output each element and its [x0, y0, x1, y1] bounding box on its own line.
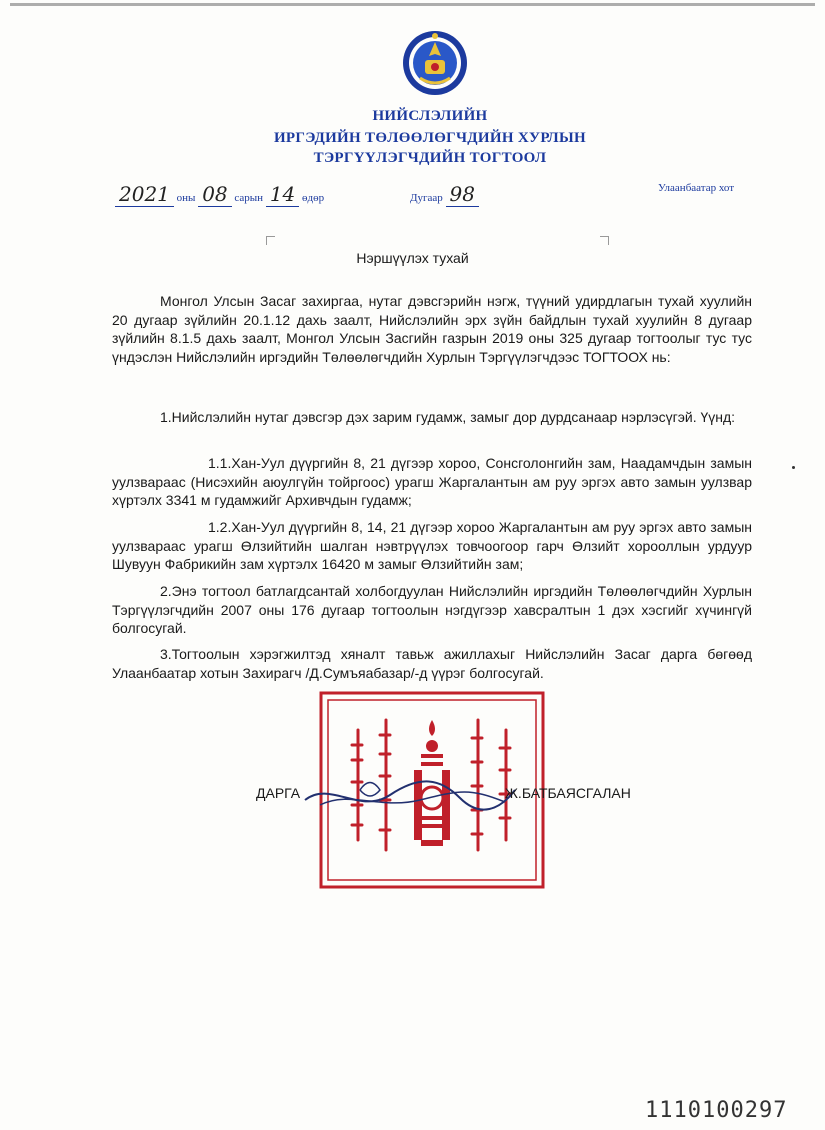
heading-line-2: ИРГЭДИЙН ТӨЛӨӨЛӨГЧДИЙН ХУРЛЫН	[273, 130, 587, 146]
subject-corner-right	[600, 236, 609, 245]
date-year-suffix: оны	[176, 192, 196, 204]
number-label: Дугаар	[410, 192, 443, 204]
item-1-1: 1.1.Хан-Уул дүүргийн 8, 21 дүгээр хороо, Сонсголонгийн зам, Наадамчдын замын уулзвараас (Нисэхийн аюулгүйн тойргоос) урагш Жаргалантын ам руу эргэх авто замын уулзвар хүртэлх 3341 м гудамжийг Архивчдын гудамж;	[112, 455, 752, 508]
item-1: 1.Нийслэлийн нутаг дэвсгэр дэх зарим гудамж, замыг дор дурдсанаар нэрлэсүгэй. Үүнд:	[160, 409, 736, 425]
heading-line-1: НИЙСЛЭЛИЙН	[372, 108, 488, 124]
date-day-suffix: өдөр	[302, 192, 325, 204]
signature-title: ДАРГА	[256, 785, 301, 801]
handwritten-signature	[300, 770, 520, 820]
date-year: 2021	[115, 182, 174, 207]
item-1-2: 1.2.Хан-Уул дүүргийн 8, 14, 21 дүгээр хороо Жаргалантын ам руу эргэх авто замын уулзвараас урагш Өлзийтийн шалган нэвтрүүлэх товчоогоор гарч Өлзийт хорооллын урдуур Шувуун Фабрикийн зам хүртэлх 16420 м замыг Өлзийтийн зам;	[112, 519, 752, 572]
heading-line-3: ТЭРГҮҮЛЭГЧДИЙН ТОГТООЛ	[313, 150, 547, 166]
state-emblem-icon	[400, 28, 470, 98]
date-line	[115, 182, 324, 206]
preamble-paragraph: Монгол Улсын Засаг захиргаа, нутаг дэвсгэрийн нэгж, түүний удирдлагын тухай хуулийн 20 дугаар зүйлийн 20.1.12 дахь заалт, Нийслэлийн эрх зүйн байдлын тухай хуулийн 8 дугаар зүйлийн 8.1.5 дахь заалт, Монгол Улсын Засгийн газрын 2019 оны 325 дугаар тогтоолыг тус тус үндэслэн Нийслэлийн иргэдийн Төлөөлөгчдийн Хурлын Тэргүүлэгчдээс ТОГТООХ нь:	[112, 293, 752, 365]
scan-top-edge	[10, 3, 815, 6]
item-2: 2.Энэ тогтоол батлагдсантай холбогдуулан Нийслэлийн иргэдийн Төлөөлөгчдийн Хурлын Тэргүүлэгчдийн 2007 оны 176 дугаар тогтоолын нэгдүгээр хавсралтын 1 дэх хэсгийг хүчингүй болгосугай.	[112, 583, 752, 636]
date-month-suffix: сарын	[234, 192, 264, 204]
signatory-name: Ж.БАТБАЯСГАЛАН	[505, 785, 631, 801]
date-month: 08	[198, 182, 231, 207]
subject-title: Нэршүүлэх тухай	[356, 250, 469, 266]
item-3: 3.Тогтоолын хэрэгжилтэд хяналт тавьж ажиллахыг Нийслэлийн Засаг дарга бөгөөд Улаанбаатар хотын Захирагч /Д.Сумъяабазар/-д үүрэг болгосугай.	[112, 646, 752, 681]
subject-corner-left	[266, 236, 275, 245]
scan-speck	[792, 466, 795, 469]
date-day: 14	[266, 182, 299, 207]
document-resolution-number: 98	[446, 182, 479, 207]
document-serial-number: 1110100297	[645, 1098, 788, 1123]
city-label: Улаанбаатар хот	[658, 182, 735, 194]
number-line	[410, 182, 479, 206]
